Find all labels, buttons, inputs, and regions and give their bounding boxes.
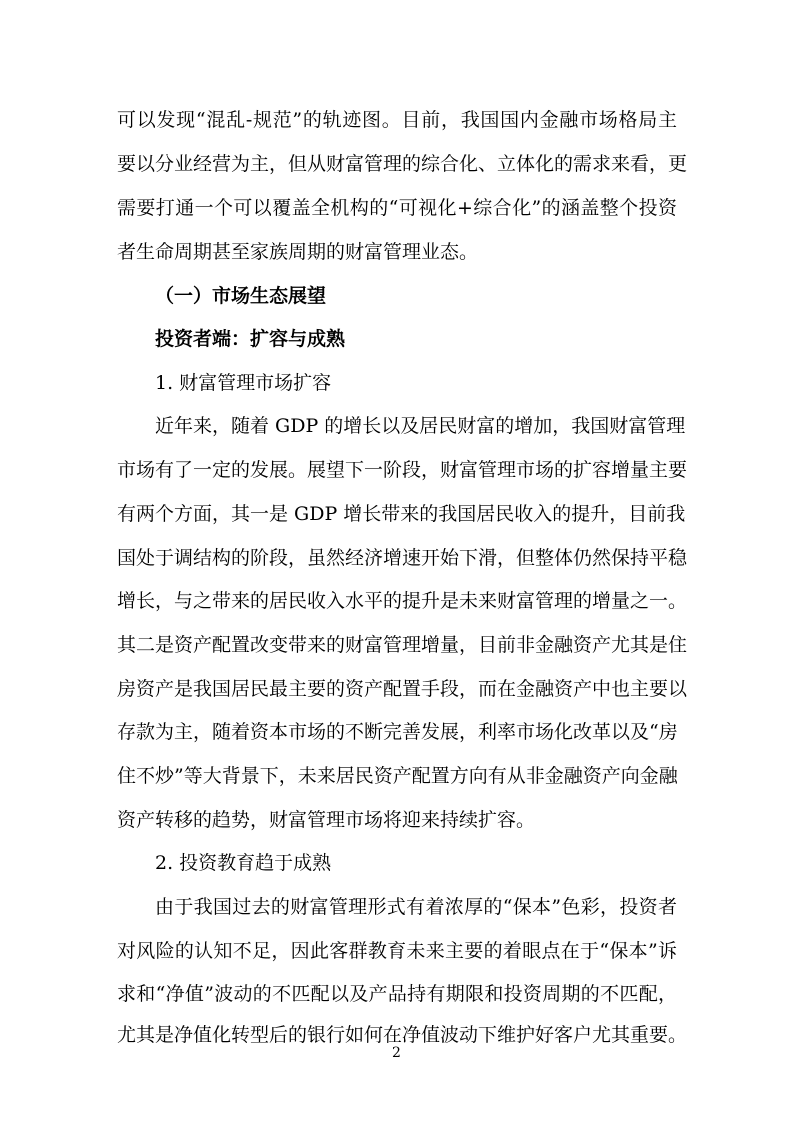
paragraph-1-line-1: 可以发现“混乱-规范”的轨迹图。目前，我国国内金融市场格局主 — [117, 109, 677, 131]
paragraph-3-line-3: 求和“净值”波动的不匹配以及产品持有期限和投资周期的不匹配， — [117, 983, 677, 1005]
paragraph-2-line-5: 增长，与之带来的居民收入水平的提升是未来财富管理的增量之一。 — [117, 590, 688, 612]
paragraph-2-line-9: 住不炒”等大背景下，未来居民资产配置方向有从非金融资产向金融 — [117, 765, 678, 787]
paragraph-3-line-2: 对风险的认知不足，因此客群教育未来主要的着眼点在于“保本”诉 — [117, 940, 677, 962]
paragraph-3-line-1: 由于我国过去的财富管理形式有着浓厚的“保本”色彩，投资者 — [155, 896, 677, 918]
paragraph-2-line-1: 近年来，随着 GDP 的增长以及居民财富的增加，我国财富管理 — [155, 415, 686, 437]
paragraph-1-line-4: 者生命周期甚至家族周期的财富管理业态。 — [117, 241, 479, 263]
paragraph-1-line-3: 需要打通一个可以覆盖全机构的“可视化+综合化”的涵盖整个投资 — [117, 197, 677, 219]
section-heading: （一）市场生态展望 — [155, 285, 327, 307]
page-number: 2 — [392, 1045, 401, 1061]
paragraph-2-line-6: 其二是资产配置改变带来的财富管理增量，目前非金融资产尤其是住 — [117, 634, 688, 656]
paragraph-2-line-7: 房资产是我国居民最主要的资产配置手段，而在金融资产中也主要以 — [117, 678, 688, 700]
item-heading-1: 1. 财富管理市场扩容 — [155, 372, 332, 394]
paragraph-2-line-10: 资产转移的趋势，财富管理市场将迎来持续扩容。 — [117, 809, 536, 831]
paragraph-2-line-3: 有两个方面，其一是 GDP 增长带来的我国居民收入的提升，目前我 — [117, 503, 686, 525]
paragraph-2-line-2: 市场有了一定的发展。展望下一阶段，财富管理市场的扩容增量主要 — [117, 459, 688, 481]
subsection-heading: 投资者端：扩容与成熟 — [155, 328, 346, 350]
paragraph-2-line-8: 存款为主，随着资本市场的不断完善发展，利率市场化改革以及“房 — [117, 721, 678, 743]
paragraph-3-line-4: 尤其是净值化转型后的银行如何在净值波动下维护好客户尤其重要。 — [117, 1024, 688, 1046]
item-heading-2: 2. 投资教育趋于成熟 — [155, 852, 332, 874]
paragraph-1-line-2: 要以分业经营为主，但从财富管理的综合化、立体化的需求来看，更 — [117, 153, 688, 175]
paragraph-2-line-4: 国处于调结构的阶段，虽然经济增速开始下滑，但整体仍然保持平稳 — [117, 547, 688, 569]
